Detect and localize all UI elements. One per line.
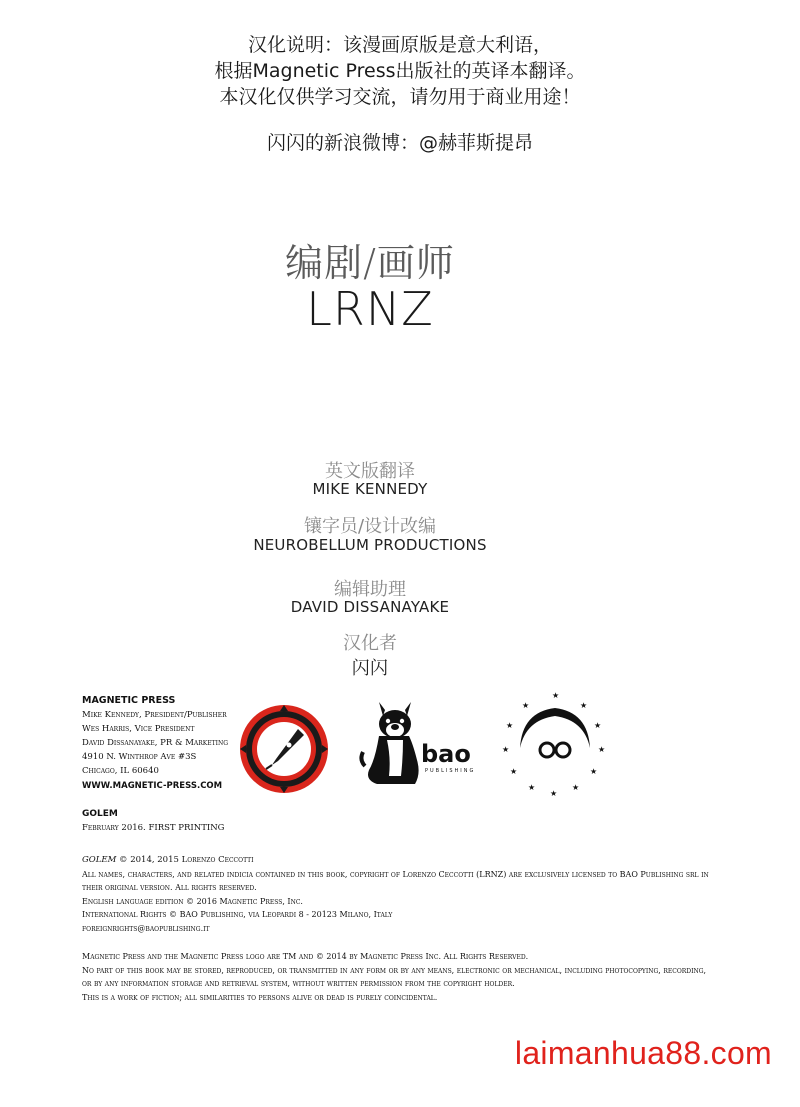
note-line: 汉化说明：该漫画原版是意大利语， — [247, 34, 552, 56]
svg-text:★: ★ — [590, 767, 598, 776]
staff-line: Chicago, IL 60640 — [82, 766, 159, 776]
note-line: 本汉化仅供学习交流，请勿用于商业用途！ — [219, 86, 581, 108]
credit-name-lettering: NEUROBELLUM PRODUCTIONS — [253, 536, 487, 554]
svg-text:★: ★ — [550, 789, 558, 798]
watermark-url: laimanhua88.com — [514, 1035, 772, 1071]
credit-role-scanlator: 汉化者 — [343, 633, 397, 654]
copyright-notice — [82, 854, 722, 936]
staff-line: Mike Kennedy, President/Publisher — [82, 710, 227, 720]
rights-notice — [82, 950, 722, 1004]
printing-info: February 2016. FIRST PRINTING — [82, 823, 225, 833]
staff-line: 4910 N. Winthrop Ave #3S — [82, 752, 197, 762]
svg-text:★: ★ — [502, 745, 510, 754]
copyright-years: © 2014, 2015 Lorenzo Ceccotti — [116, 855, 254, 865]
svg-text:★: ★ — [572, 783, 580, 792]
credit-name-scanlator: 闪闪 — [351, 658, 389, 679]
bulldog-icon — [361, 702, 418, 784]
bao-publishing-logo — [355, 700, 475, 790]
author-role: 编剧/画师 — [285, 241, 455, 285]
svg-text:★: ★ — [528, 783, 536, 792]
nib-hole — [287, 743, 292, 748]
credit-role-translation: 英文版翻译 — [325, 461, 415, 482]
legal-line: This is a work of fiction; all similarities to persons alive or dead is purely coincidental. — [82, 992, 438, 1002]
legal-line: English language edition © 2016 Magnetic Press, Inc. — [82, 896, 303, 906]
legal-line: No part of this book may be stored, reproduced, or transmitted in any form or by any means, electronic or mechanical, including photocopying, recording, — [82, 965, 707, 975]
bao-subtitle: PUBLISHING — [425, 768, 475, 774]
credit-role-lettering: 镶字员/设计改编 — [303, 516, 437, 537]
note-line: 根据Magnetic Press出版社的英译本翻译。 — [214, 60, 586, 82]
publisher-staff — [82, 708, 228, 778]
credit-name-assistant: DAVID DISSANAYAKE — [290, 598, 450, 616]
copyright-line — [82, 854, 722, 868]
credit-name-translation: MIKE KENNEDY — [312, 480, 428, 498]
copyright-title: GOLEM — [82, 855, 117, 865]
legal-line: All names, characters, and related indicia contained in this book, copyright of Lorenzo Ceccotti (LRNZ) are exclusively licensed to BAO Publishing srl in — [82, 869, 709, 879]
weibo-handle: 闪闪的新浪微博：@赫菲斯提昂 — [266, 132, 533, 154]
legal-line: foreignrights@baopublishing.it — [82, 923, 210, 933]
magnetic-press-logo — [238, 703, 330, 795]
staff-line: Wes Harris, Vice President — [82, 724, 195, 734]
book-title: GOLEM — [82, 809, 118, 819]
svg-text:★: ★ — [510, 767, 518, 776]
bao-wordmark: bao — [421, 740, 471, 768]
svg-text:★: ★ — [594, 721, 602, 730]
emblem-logo — [498, 686, 613, 801]
publisher-url[interactable]: WWW.MAGNETIC-PRESS.COM — [82, 781, 223, 791]
infinity-icon — [540, 743, 570, 757]
arc-icon — [520, 708, 590, 748]
author-name: LRNZ — [306, 282, 434, 336]
svg-text:★: ★ — [522, 701, 530, 710]
svg-text:★: ★ — [506, 721, 514, 730]
legal-line: or by any information storage and retrieval system, without written permission from the copyright holder. — [82, 979, 515, 989]
svg-text:★: ★ — [552, 691, 560, 700]
legal-line: Magnetic Press and the Magnetic Press logo are TM and © 2014 by Magnetic Press Inc. All Rights Reserved. — [82, 952, 529, 961]
staff-line: David Dissanayake, PR & Marketing — [82, 738, 229, 748]
legal-line: International Rights © BAO Publishing, via Leopardi 8 - 20123 Milano, Italy — [82, 910, 393, 920]
credit-role-assistant: 编辑助理 — [334, 579, 406, 600]
translator-note — [0, 32, 800, 110]
legal-line: their original version. All rights reserved. — [82, 883, 257, 893]
publisher-name: MAGNETIC PRESS — [82, 695, 176, 706]
svg-text:★: ★ — [598, 745, 606, 754]
svg-text:★: ★ — [580, 701, 588, 710]
